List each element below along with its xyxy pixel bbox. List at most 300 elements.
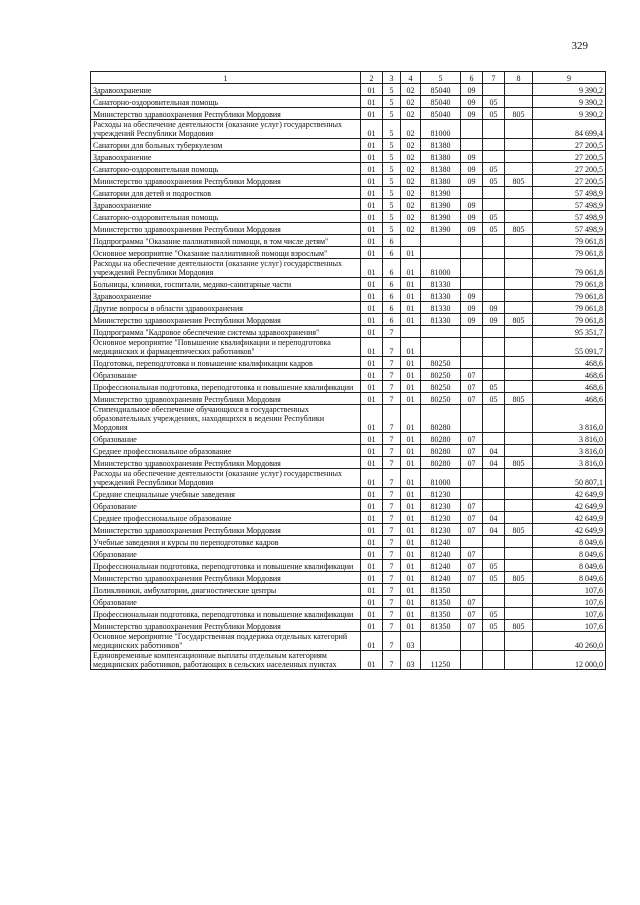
cell-col6: 09: [461, 175, 483, 187]
row-name: Расходы на обеспечение деятельности (оказание услуг) государственных учреждений Республики Мордовия: [91, 259, 361, 278]
cell-col6: 07: [461, 524, 483, 536]
cell-col7: 05: [483, 572, 505, 584]
cell-col5: [421, 338, 461, 357]
cell-col6: 09: [461, 96, 483, 108]
cell-amount: 55 091,7: [533, 338, 606, 357]
cell-col6: 09: [461, 84, 483, 96]
cell-amount: 3 816,0: [533, 405, 606, 433]
cell-amount: 468,6: [533, 369, 606, 381]
cell-col3: 5: [383, 187, 401, 199]
row-name: Санаторно-оздоровительная помощь: [91, 163, 361, 175]
column-header: 9: [533, 72, 606, 84]
cell-col3: 7: [383, 651, 401, 670]
cell-col4: 02: [401, 223, 421, 235]
cell-col3: 7: [383, 457, 401, 469]
cell-amount: 79 061,8: [533, 259, 606, 278]
row-name: Учебные заведения и курсы по переподготовке кадров: [91, 536, 361, 548]
table-row: [91, 500, 606, 512]
cell-amount: 3 816,0: [533, 457, 606, 469]
table-row: [91, 259, 606, 278]
cell-col3: 6: [383, 259, 401, 278]
cell-col3: 5: [383, 223, 401, 235]
cell-col7: [483, 259, 505, 278]
cell-col2: 01: [361, 584, 383, 596]
column-header: 5: [421, 72, 461, 84]
cell-col5: 81230: [421, 488, 461, 500]
cell-col5: [421, 326, 461, 338]
cell-amount: 79 061,8: [533, 290, 606, 302]
cell-col6: [461, 120, 483, 139]
cell-col3: 7: [383, 524, 401, 536]
cell-col4: 01: [401, 393, 421, 405]
cell-col6: [461, 469, 483, 488]
cell-col2: 01: [361, 369, 383, 381]
cell-col4: 01: [401, 584, 421, 596]
cell-col8: [505, 235, 533, 247]
row-name: Санаторно-оздоровительная помощь: [91, 96, 361, 108]
cell-col2: 01: [361, 381, 383, 393]
cell-amount: 42 649,9: [533, 524, 606, 536]
cell-col2: 01: [361, 572, 383, 584]
cell-col2: 01: [361, 500, 383, 512]
cell-col5: 81380: [421, 175, 461, 187]
cell-col5: 81350: [421, 596, 461, 608]
cell-amount: 107,6: [533, 620, 606, 632]
cell-col8: [505, 247, 533, 259]
cell-col8: [505, 120, 533, 139]
table-row: [91, 199, 606, 211]
cell-col8: [505, 259, 533, 278]
table-row: [91, 108, 606, 120]
cell-col8: [505, 278, 533, 290]
row-name: Другие вопросы в области здравоохранения: [91, 302, 361, 314]
row-name: Санатории для детей и подростков: [91, 187, 361, 199]
cell-amount: 79 061,8: [533, 314, 606, 326]
cell-col5: 81350: [421, 584, 461, 596]
cell-col8: [505, 405, 533, 433]
cell-col8: [505, 187, 533, 199]
cell-col7: 09: [483, 314, 505, 326]
cell-col4: 01: [401, 445, 421, 457]
table-row: [91, 302, 606, 314]
cell-amount: 79 061,8: [533, 235, 606, 247]
cell-col6: 09: [461, 302, 483, 314]
cell-col2: 01: [361, 314, 383, 326]
cell-col7: 05: [483, 381, 505, 393]
row-name: Образование: [91, 596, 361, 608]
cell-col6: 09: [461, 223, 483, 235]
cell-col2: 01: [361, 548, 383, 560]
cell-amount: 12 000,0: [533, 651, 606, 670]
cell-col8: [505, 536, 533, 548]
cell-col3: 5: [383, 84, 401, 96]
cell-col8: [505, 139, 533, 151]
cell-col4: 03: [401, 651, 421, 670]
cell-col4: 01: [401, 247, 421, 259]
table-row: [91, 512, 606, 524]
table-row: [91, 120, 606, 139]
cell-col2: 01: [361, 199, 383, 211]
cell-col5: 85040: [421, 84, 461, 96]
cell-col2: 01: [361, 259, 383, 278]
cell-amount: 8 049,6: [533, 536, 606, 548]
column-header: 6: [461, 72, 483, 84]
cell-col2: 01: [361, 632, 383, 651]
table-body: [91, 84, 606, 670]
table-row: [91, 620, 606, 632]
cell-col6: 07: [461, 369, 483, 381]
cell-col7: 05: [483, 211, 505, 223]
cell-amount: 468,6: [533, 381, 606, 393]
cell-col5: 81230: [421, 524, 461, 536]
cell-col8: 805: [505, 175, 533, 187]
cell-amount: 79 061,8: [533, 247, 606, 259]
row-name: Поликлиники, амбулатории, диагностические центры: [91, 584, 361, 596]
column-header: 8: [505, 72, 533, 84]
cell-col3: 6: [383, 302, 401, 314]
cell-col3: 5: [383, 163, 401, 175]
cell-col2: 01: [361, 278, 383, 290]
cell-amount: 8 049,6: [533, 560, 606, 572]
cell-col5: 81380: [421, 151, 461, 163]
cell-col6: 09: [461, 211, 483, 223]
column-header: 7: [483, 72, 505, 84]
cell-col8: [505, 445, 533, 457]
cell-col3: 7: [383, 632, 401, 651]
row-name: Среднее профессиональное образование: [91, 512, 361, 524]
table-row: [91, 235, 606, 247]
cell-col6: [461, 632, 483, 651]
cell-col7: [483, 151, 505, 163]
cell-col8: [505, 469, 533, 488]
cell-col3: 7: [383, 596, 401, 608]
cell-col2: 01: [361, 163, 383, 175]
cell-col4: 03: [401, 632, 421, 651]
cell-col5: [421, 632, 461, 651]
cell-col2: 01: [361, 560, 383, 572]
cell-amount: 27 200,5: [533, 151, 606, 163]
cell-col6: 09: [461, 108, 483, 120]
cell-col7: [483, 326, 505, 338]
cell-col5: 85040: [421, 96, 461, 108]
cell-col3: 6: [383, 247, 401, 259]
table-row: [91, 632, 606, 651]
cell-col3: 6: [383, 235, 401, 247]
cell-col2: 01: [361, 469, 383, 488]
cell-col7: 05: [483, 393, 505, 405]
cell-col8: [505, 560, 533, 572]
cell-col2: 01: [361, 187, 383, 199]
table-row: [91, 163, 606, 175]
table-row: [91, 290, 606, 302]
cell-col6: [461, 187, 483, 199]
cell-col6: 07: [461, 560, 483, 572]
cell-col7: [483, 536, 505, 548]
cell-col5: [421, 235, 461, 247]
row-name: Министерство здравоохранения Республики Мордовия: [91, 457, 361, 469]
cell-col4: 01: [401, 381, 421, 393]
cell-amount: 9 390,2: [533, 108, 606, 120]
cell-col7: 04: [483, 445, 505, 457]
cell-col7: 05: [483, 163, 505, 175]
cell-col6: 09: [461, 199, 483, 211]
row-name: Министерство здравоохранения Республики Мордовия: [91, 175, 361, 187]
row-name: Образование: [91, 548, 361, 560]
table-row: [91, 560, 606, 572]
cell-amount: 27 200,5: [533, 163, 606, 175]
cell-col6: 07: [461, 620, 483, 632]
cell-col4: 01: [401, 338, 421, 357]
row-name: Образование: [91, 369, 361, 381]
cell-col7: 05: [483, 108, 505, 120]
cell-col4: 02: [401, 199, 421, 211]
cell-col3: 7: [383, 381, 401, 393]
cell-amount: 3 816,0: [533, 433, 606, 445]
cell-col7: [483, 357, 505, 369]
cell-amount: 9 390,2: [533, 84, 606, 96]
row-name: Здравоохранение: [91, 199, 361, 211]
cell-col4: 02: [401, 96, 421, 108]
cell-col8: 805: [505, 223, 533, 235]
cell-col7: [483, 548, 505, 560]
row-name: Министерство здравоохранения Республики Мордовия: [91, 108, 361, 120]
cell-col7: [483, 338, 505, 357]
cell-col5: 81350: [421, 620, 461, 632]
table-row: [91, 548, 606, 560]
table-row: [91, 524, 606, 536]
cell-amount: 95 351,7: [533, 326, 606, 338]
cell-col6: 07: [461, 572, 483, 584]
cell-col5: 81390: [421, 199, 461, 211]
cell-col8: [505, 211, 533, 223]
cell-col5: 11250: [421, 651, 461, 670]
cell-col2: 01: [361, 326, 383, 338]
cell-col4: 02: [401, 151, 421, 163]
cell-col2: 01: [361, 302, 383, 314]
table-row: [91, 405, 606, 433]
table-row: [91, 381, 606, 393]
table-row: [91, 488, 606, 500]
cell-col3: 7: [383, 369, 401, 381]
row-name: Министерство здравоохранения Республики Мордовия: [91, 572, 361, 584]
cell-col7: [483, 120, 505, 139]
cell-col5: 80280: [421, 405, 461, 433]
cell-col7: [483, 500, 505, 512]
row-name: Профессиональная подготовка, переподготовка и повышение квалификации: [91, 560, 361, 572]
table-row: [91, 445, 606, 457]
cell-col4: 01: [401, 524, 421, 536]
table-row: [91, 608, 606, 620]
cell-col5: 81390: [421, 187, 461, 199]
cell-col6: [461, 338, 483, 357]
table-row: [91, 357, 606, 369]
cell-col5: 81330: [421, 302, 461, 314]
table-row: [91, 433, 606, 445]
cell-col5: 81000: [421, 259, 461, 278]
cell-col3: 7: [383, 445, 401, 457]
cell-col6: 07: [461, 381, 483, 393]
cell-col8: 805: [505, 524, 533, 536]
cell-col8: 805: [505, 314, 533, 326]
cell-col6: [461, 357, 483, 369]
cell-col3: 5: [383, 120, 401, 139]
table-header-row: [91, 72, 606, 84]
cell-col3: 6: [383, 314, 401, 326]
table-row: [91, 96, 606, 108]
cell-col5: 81230: [421, 512, 461, 524]
cell-col6: 07: [461, 596, 483, 608]
cell-col8: [505, 548, 533, 560]
budget-table: [90, 71, 606, 670]
cell-col8: [505, 651, 533, 670]
cell-col6: [461, 259, 483, 278]
cell-col2: 01: [361, 536, 383, 548]
cell-amount: 42 649,9: [533, 488, 606, 500]
cell-col7: [483, 369, 505, 381]
cell-col2: 01: [361, 223, 383, 235]
cell-col4: 01: [401, 488, 421, 500]
table-row: [91, 326, 606, 338]
row-name: Подготовка, переподготовка и повышение квалификации кадров: [91, 357, 361, 369]
cell-col3: 7: [383, 620, 401, 632]
cell-col4: 01: [401, 608, 421, 620]
cell-col6: 07: [461, 445, 483, 457]
row-name: Профессиональная подготовка, переподготовка и повышение квалификации: [91, 608, 361, 620]
table-row: [91, 536, 606, 548]
cell-col7: [483, 139, 505, 151]
cell-amount: 468,6: [533, 393, 606, 405]
cell-col6: [461, 488, 483, 500]
cell-col7: 04: [483, 512, 505, 524]
cell-col4: 02: [401, 108, 421, 120]
cell-amount: 84 699,4: [533, 120, 606, 139]
cell-col4: 01: [401, 500, 421, 512]
cell-amount: 79 061,8: [533, 278, 606, 290]
cell-col7: [483, 405, 505, 433]
cell-col2: 01: [361, 596, 383, 608]
cell-col6: 07: [461, 433, 483, 445]
cell-col3: 7: [383, 488, 401, 500]
cell-col3: 6: [383, 290, 401, 302]
cell-col5: 81350: [421, 608, 461, 620]
row-name: Министерство здравоохранения Республики Мордовия: [91, 314, 361, 326]
cell-col5: 81390: [421, 223, 461, 235]
cell-col6: 09: [461, 151, 483, 163]
cell-col7: 05: [483, 175, 505, 187]
cell-col8: [505, 512, 533, 524]
cell-col8: 805: [505, 393, 533, 405]
cell-col2: 01: [361, 247, 383, 259]
row-name: Здравоохранение: [91, 290, 361, 302]
cell-col7: [483, 651, 505, 670]
row-name: Министерство здравоохранения Республики Мордовия: [91, 393, 361, 405]
cell-col2: 01: [361, 457, 383, 469]
cell-col7: [483, 433, 505, 445]
row-name: Образование: [91, 433, 361, 445]
cell-col4: 01: [401, 302, 421, 314]
cell-col3: 6: [383, 278, 401, 290]
cell-col4: 01: [401, 259, 421, 278]
cell-col5: 81330: [421, 278, 461, 290]
cell-col4: 01: [401, 536, 421, 548]
cell-col6: 07: [461, 548, 483, 560]
cell-col3: 7: [383, 548, 401, 560]
row-name: Стипендиальное обеспечение обучающихся в государственных образовательных учреждениях, находящихся в ведении Республики Мордовия: [91, 405, 361, 433]
cell-col4: 01: [401, 457, 421, 469]
cell-col7: [483, 278, 505, 290]
cell-col5: 81380: [421, 163, 461, 175]
cell-col4: 01: [401, 433, 421, 445]
cell-col5: 80250: [421, 369, 461, 381]
cell-col3: 7: [383, 500, 401, 512]
cell-col3: 5: [383, 96, 401, 108]
table-row: [91, 369, 606, 381]
cell-col3: 7: [383, 572, 401, 584]
row-name: Здравоохранение: [91, 151, 361, 163]
cell-col6: 09: [461, 314, 483, 326]
cell-col7: [483, 84, 505, 96]
cell-col7: [483, 290, 505, 302]
cell-col6: 07: [461, 457, 483, 469]
cell-col5: 80280: [421, 433, 461, 445]
cell-col8: [505, 163, 533, 175]
cell-col7: [483, 596, 505, 608]
cell-col2: 01: [361, 433, 383, 445]
cell-col4: 01: [401, 369, 421, 381]
row-name: Расходы на обеспечение деятельности (оказание услуг) государственных учреждений Республики Мордовия: [91, 469, 361, 488]
cell-col4: 02: [401, 163, 421, 175]
cell-col4: 02: [401, 84, 421, 96]
cell-col3: 7: [383, 433, 401, 445]
cell-col4: 01: [401, 512, 421, 524]
cell-col8: [505, 381, 533, 393]
cell-col6: 07: [461, 608, 483, 620]
cell-amount: 42 649,9: [533, 500, 606, 512]
cell-col3: 7: [383, 512, 401, 524]
cell-col2: 01: [361, 175, 383, 187]
cell-col2: 01: [361, 445, 383, 457]
cell-col3: 7: [383, 393, 401, 405]
table-row: [91, 457, 606, 469]
table-row: [91, 278, 606, 290]
cell-col4: 02: [401, 139, 421, 151]
cell-col8: [505, 338, 533, 357]
cell-col8: [505, 290, 533, 302]
cell-col4: 02: [401, 187, 421, 199]
cell-col2: 01: [361, 393, 383, 405]
row-name: Среднее профессиональное образование: [91, 445, 361, 457]
cell-col8: [505, 357, 533, 369]
cell-amount: 107,6: [533, 584, 606, 596]
cell-col2: 01: [361, 620, 383, 632]
cell-col8: [505, 488, 533, 500]
table-row: [91, 393, 606, 405]
cell-col7: 05: [483, 560, 505, 572]
cell-amount: 57 498,9: [533, 187, 606, 199]
cell-amount: 3 816,0: [533, 445, 606, 457]
cell-col3: 5: [383, 151, 401, 163]
table-row: [91, 338, 606, 357]
cell-col7: [483, 632, 505, 651]
cell-col6: [461, 651, 483, 670]
cell-col2: 01: [361, 651, 383, 670]
cell-col5: 80250: [421, 357, 461, 369]
cell-col2: 01: [361, 120, 383, 139]
cell-col8: [505, 326, 533, 338]
cell-col6: [461, 278, 483, 290]
cell-amount: 79 061,8: [533, 302, 606, 314]
column-header: 1: [91, 72, 361, 84]
